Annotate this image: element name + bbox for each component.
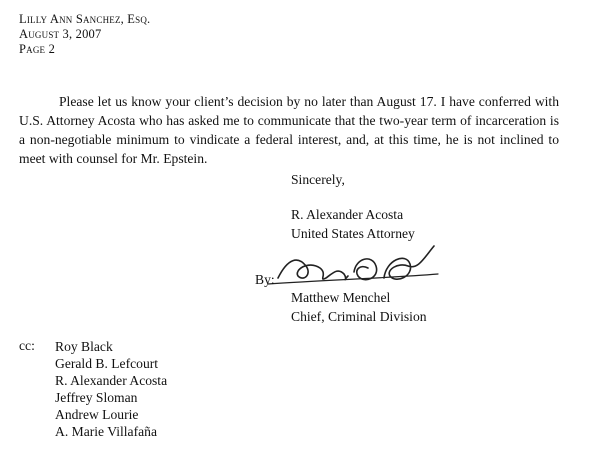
cc-recipient: A. Marie Villafaña: [55, 424, 157, 439]
body-paragraph: Please let us know your client’s decision by no later than August 17. I have conferred with U.S. Attorney Acosta who has asked me to communicate that the two-year term of incarceration is a non-negotiable minimum to vindicate a federal interest, and, at this time, he is not inclined to meet with counsel for Mr. Epstein.: [19, 94, 559, 166]
letter-header: [19, 12, 150, 57]
closing-title: United States Attorney: [291, 226, 415, 241]
cc-recipient: Roy Black: [55, 339, 113, 354]
page-number: Page 2: [19, 42, 56, 56]
closing-salutation: Sincerely,: [291, 172, 345, 187]
cc-recipient: R. Alexander Acosta: [55, 373, 168, 388]
cc-list: [55, 338, 167, 440]
recipient-name: Lilly Ann Sanchez, Esq.: [19, 12, 151, 26]
closing-name: R. Alexander Acosta: [291, 207, 404, 222]
signer-name: Matthew Menchel: [291, 290, 391, 305]
by-label: By:: [255, 272, 275, 287]
signer-block: [291, 288, 427, 326]
cc-recipient: Jeffrey Sloman: [55, 390, 138, 405]
signer-title: Chief, Criminal Division: [291, 309, 427, 324]
cc-label: cc:: [19, 338, 35, 353]
letter-date: August 3, 2007: [19, 27, 102, 41]
cc-recipient: Andrew Lourie: [55, 407, 139, 422]
cc-recipient: Gerald B. Lefcourt: [55, 356, 159, 371]
